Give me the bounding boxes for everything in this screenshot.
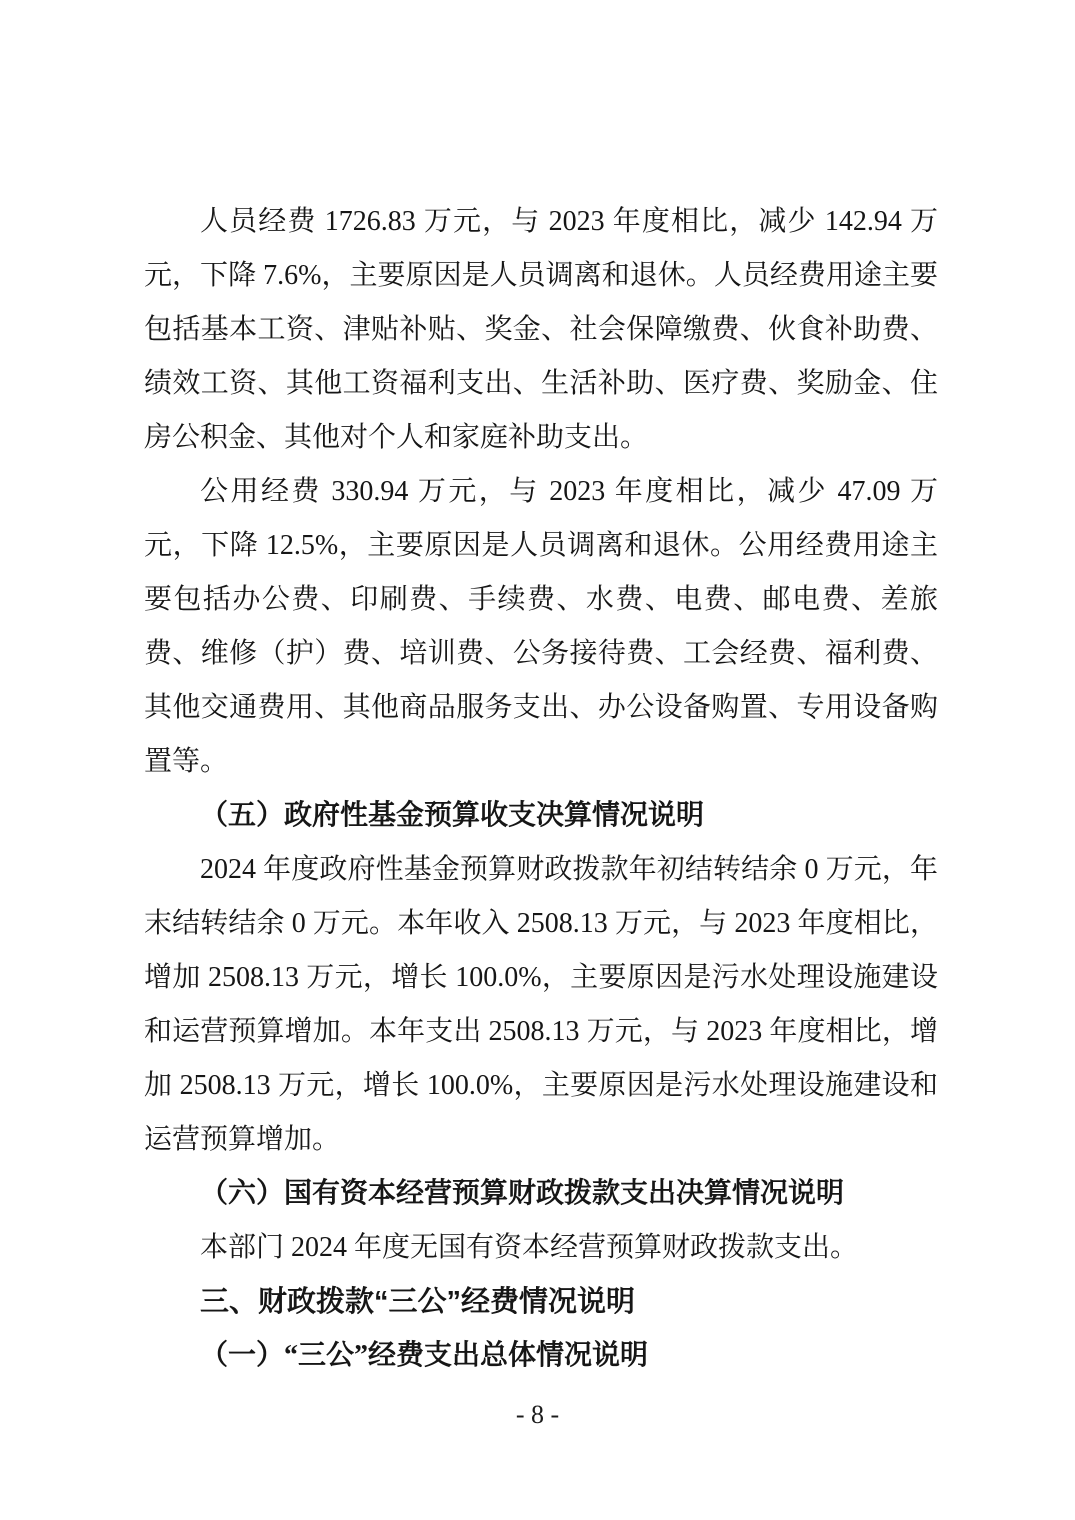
heading-sub-1-three-public-overview: （一）“三公”经费支出总体情况说明 (200, 1340, 649, 1371)
page-number: - 8 - (515, 1400, 560, 1429)
paragraph-state-capital: 本部门 2024 年度无国有资本经营预算财政拨款支出。 (200, 1232, 859, 1263)
paragraph-personnel-expense: 人员经费 1726.83 万元，与 2023 年度相比，减少 142.94 万元，下降 7.6%，主要原因是人员调离和退休。人员经费用途主要包括基本工资、津贴补贴、奖金、社会保障缴费、伙食补助费、绩效工资、其他工资福利支出、生活补助、医疗费、奖励金、住房公积金、其他对个人和家庭补助支出。 (144, 206, 938, 453)
paragraph-public-expense: 公用经费 330.94 万元，与 2023 年度相比，减少 47.09 万元，下降 12.5%，主要原因是人员调离和退休。公用经费用途主要包括办公费、印刷费、手续费、水费、电费、邮电费、差旅费、维修（护）费、培训费、公务接待费、工会经费、福利费、其他交通费用、其他商品服务支出、办公设备购置、专用设备购置等。 (144, 476, 938, 777)
heading-section-5-gov-fund-budget: （五）政府性基金预算收支决算情况说明 (200, 800, 705, 831)
document-body (144, 195, 938, 1383)
heading-part-3-three-public-funds: 三、财政拨款“三公”经费情况说明 (200, 1286, 636, 1318)
heading-section-6-state-capital: （六）国有资本经营预算财政拨款支出决算情况说明 (200, 1178, 845, 1209)
paragraph-gov-fund-budget: 2024 年度政府性基金预算财政拨款年初结转结余 0 万元，年末结转结余 0 万元。本年收入 2508.13 万元，与 2023 年度相比，增加 2508.13 万元，增长 100.0%，主要原因是污水处理设施建设和运营预算增加。本年支出 2508.13 万元，与 2023 年度相比，增加 2508.13 万元，增长 100.0%，主要原因是污水处理设施建设和运营预算增加。 (144, 854, 938, 1155)
